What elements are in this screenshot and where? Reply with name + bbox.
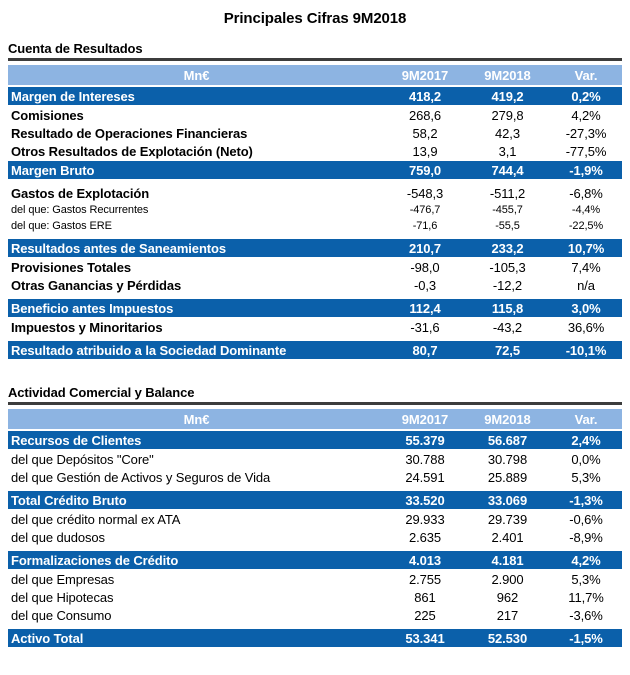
row-value: n/a [577, 277, 595, 293]
row-value: 210,7 [408, 240, 442, 256]
row-value: -476,7 [409, 204, 441, 216]
row-label: Gastos de Explotación [11, 185, 150, 201]
row-value: 5,3% [571, 469, 601, 485]
row-label: del que Hipotecas [11, 589, 114, 605]
row-value: -0,6% [569, 511, 603, 527]
row-value: 53.341 [405, 630, 445, 646]
row-value: 759,0 [408, 162, 442, 178]
row-value: 279,8 [491, 107, 524, 123]
results-table [8, 65, 622, 359]
table-row-otras-ganancias-y-p-rdidas [8, 276, 622, 294]
row-value: -12,2 [492, 277, 523, 293]
row-label: Otras Ganancias y Pérdidas [11, 277, 182, 293]
row-value: -1,9% [569, 162, 603, 178]
row-value: 30.798 [487, 451, 528, 467]
row-label: del que: Gastos Recurrentes [11, 204, 149, 216]
table-row-otros-resultados-de-explotaci-n-neto [8, 142, 622, 160]
column-header-var: Var. [574, 67, 598, 83]
table-row-del-que-hipotecas [8, 588, 622, 606]
section-actividad-comercial-y-balance [8, 385, 622, 647]
row-label: Recursos de Clientes [11, 432, 142, 448]
row-value: -455,7 [492, 204, 523, 216]
row-label: del que Depósitos "Core" [11, 451, 154, 467]
row-label: del que crédito normal ex ATA [11, 511, 181, 527]
row-label: Total Crédito Bruto [11, 492, 127, 508]
row-value: 268,6 [408, 107, 442, 123]
row-group [8, 239, 622, 294]
table-row-resultado-de-operaciones-financieras [8, 124, 622, 142]
table-header-row [8, 409, 622, 429]
row-value: 52.530 [487, 630, 528, 646]
table-row-impuestos-y-minoritarios [8, 318, 622, 336]
table-row-resultados-antes-de-saneamientos [8, 239, 622, 257]
row-value: 55.379 [405, 432, 445, 448]
row-value: 4,2% [571, 552, 601, 568]
table-header-row [8, 65, 622, 85]
row-value: 58,2 [412, 125, 438, 141]
row-label: Activo Total [11, 630, 84, 646]
row-label: Otros Resultados de Explotación (Neto) [11, 143, 253, 159]
column-header-var: Var. [574, 411, 598, 427]
table-row-del-que-gastos-recurrentes [8, 202, 622, 218]
row-value: 861 [414, 589, 436, 605]
row-value: 4,2% [571, 107, 601, 123]
row-value: -8,9% [569, 529, 603, 545]
section-heading: Cuenta de Resultados [8, 41, 143, 56]
column-header-9m2017: 9M2017 [401, 411, 449, 427]
row-value: 5,3% [571, 571, 601, 587]
row-group [8, 431, 622, 486]
row-value: 962 [496, 589, 519, 605]
row-value: -77,5% [565, 143, 607, 159]
row-value: 13,9 [412, 143, 438, 159]
row-value: 29.933 [405, 511, 445, 527]
row-label: Margen Bruto [11, 162, 95, 178]
column-header-9m2018: 9M2018 [484, 411, 531, 427]
row-value: -71,6 [412, 220, 438, 232]
row-value: 7,4% [571, 259, 601, 275]
row-label: Impuestos y Minoritarios [11, 319, 163, 335]
table-row-del-que-gesti-n-de-activos-y-seguros-de-vida [8, 468, 622, 486]
balance-table [8, 409, 622, 647]
row-value: 2.401 [491, 529, 524, 545]
row-value: -43,2 [492, 319, 523, 335]
row-value: 36,6% [567, 319, 605, 335]
table-row-margen-de-intereses [8, 87, 622, 105]
row-group [8, 184, 622, 234]
row-group [8, 551, 622, 624]
row-label: Comisiones [11, 107, 84, 123]
row-value: -0,3 [413, 277, 436, 293]
row-value: 3,0% [571, 300, 601, 316]
row-value: 33.520 [405, 492, 445, 508]
row-value: -27,3% [565, 125, 607, 141]
row-label: del que Empresas [11, 571, 115, 587]
table-row-del-que-dudosos [8, 528, 622, 546]
row-value: 112,4 [409, 300, 441, 316]
row-label: Margen de Intereses [11, 88, 135, 104]
row-value: -548,3 [406, 185, 444, 201]
row-group [8, 341, 622, 359]
row-label: Provisiones Totales [11, 259, 131, 275]
row-value: 24.591 [405, 469, 445, 485]
row-value: 0,2% [571, 88, 601, 104]
row-value: -10,1% [565, 342, 607, 358]
table-row-formalizaciones-de-cr-dito [8, 551, 622, 569]
column-header-9m2018: 9M2018 [484, 67, 531, 83]
row-value: 11,7% [568, 589, 604, 605]
row-value: 56.687 [487, 432, 528, 448]
row-value: 10,7% [567, 240, 605, 256]
table-row-comisiones [8, 106, 622, 124]
row-label: Formalizaciones de Crédito [11, 552, 179, 568]
row-label: del que Consumo [11, 607, 112, 623]
row-group [8, 299, 622, 336]
row-label: del que: Gastos ERE [11, 220, 112, 232]
table-row-del-que-gastos-ere [8, 218, 622, 234]
row-label: del que dudosos [11, 529, 105, 545]
row-value: 2.755 [408, 571, 442, 587]
table-row-del-que-empresas [8, 570, 622, 588]
row-value: -22,5% [568, 220, 604, 232]
column-header-9m2017: 9M2017 [401, 67, 449, 83]
row-group [8, 87, 622, 179]
table-row-gastos-de-explotaci-n [8, 184, 622, 202]
column-header-mne: Mn€ [183, 67, 210, 83]
table-row-total-cr-dito-bruto [8, 491, 622, 509]
row-value: 2,4% [571, 432, 601, 448]
row-value: 418,2 [408, 88, 442, 104]
row-value: -31,6 [410, 319, 440, 335]
table-row-recursos-de-clientes [8, 431, 622, 449]
row-value: 33.069 [487, 492, 528, 508]
row-value: 4.013 [408, 552, 442, 568]
row-label: del que Gestión de Activos y Seguros de Vida [11, 469, 271, 485]
row-value: 2.635 [408, 529, 442, 545]
row-label: Resultado de Operaciones Financieras [11, 125, 248, 141]
row-value: -6,8% [569, 185, 603, 201]
row-value: 3,1 [498, 143, 517, 159]
row-value: 4.181 [491, 552, 524, 568]
table-row-beneficio-antes-impuestos [8, 299, 622, 317]
section-rule [8, 402, 622, 405]
row-value: 419,2 [491, 88, 524, 104]
row-label: Resultado atribuido a la Sociedad Dominante [11, 342, 287, 358]
row-value: 42,3 [495, 125, 520, 141]
row-value: 29.739 [487, 511, 528, 527]
row-value: 217 [496, 607, 519, 623]
table-row-del-que-consumo [8, 606, 622, 624]
row-value: -1,5% [569, 630, 603, 646]
row-value: -98,0 [410, 259, 440, 275]
section-rule [8, 58, 622, 61]
row-value: 0,0% [571, 451, 601, 467]
section-heading: Actividad Comercial y Balance [8, 385, 195, 400]
row-value: -105,3 [489, 259, 526, 275]
row-value: 225 [414, 607, 436, 623]
row-group [8, 491, 622, 546]
row-value: 115,8 [491, 300, 524, 316]
row-value: 25.889 [487, 469, 528, 485]
row-value: 72,5 [495, 342, 520, 358]
row-label: Beneficio antes Impuestos [11, 300, 174, 316]
table-row-del-que-cr-dito-normal-ex-ata [8, 510, 622, 528]
column-header-mne: Mn€ [183, 411, 210, 427]
row-label: Resultados antes de Saneamientos [11, 240, 226, 256]
table-row-activo-total [8, 629, 622, 647]
row-value: -3,6% [569, 607, 603, 623]
row-value: 2.900 [491, 571, 524, 587]
row-value: -1,3% [569, 492, 603, 508]
table-row-del-que-dep-sitos-core [8, 450, 622, 468]
row-value: -55,5 [495, 220, 520, 232]
row-value: 80,7 [412, 342, 438, 358]
table-row-provisiones-totales [8, 258, 622, 276]
row-value: 30.788 [405, 451, 445, 467]
table-row-resultado-atribuido-a-la-sociedad-dominante [8, 341, 622, 359]
row-value: 744,4 [491, 162, 524, 178]
row-value: 233,2 [491, 240, 524, 256]
row-value: -4,4% [571, 204, 601, 216]
table-row-margen-bruto [8, 161, 622, 179]
row-value: -511,2 [489, 185, 526, 201]
row-group [8, 629, 622, 647]
page-title: Principales Cifras 9M2018 [223, 10, 407, 27]
section-cuenta-de-resultados [8, 41, 622, 359]
